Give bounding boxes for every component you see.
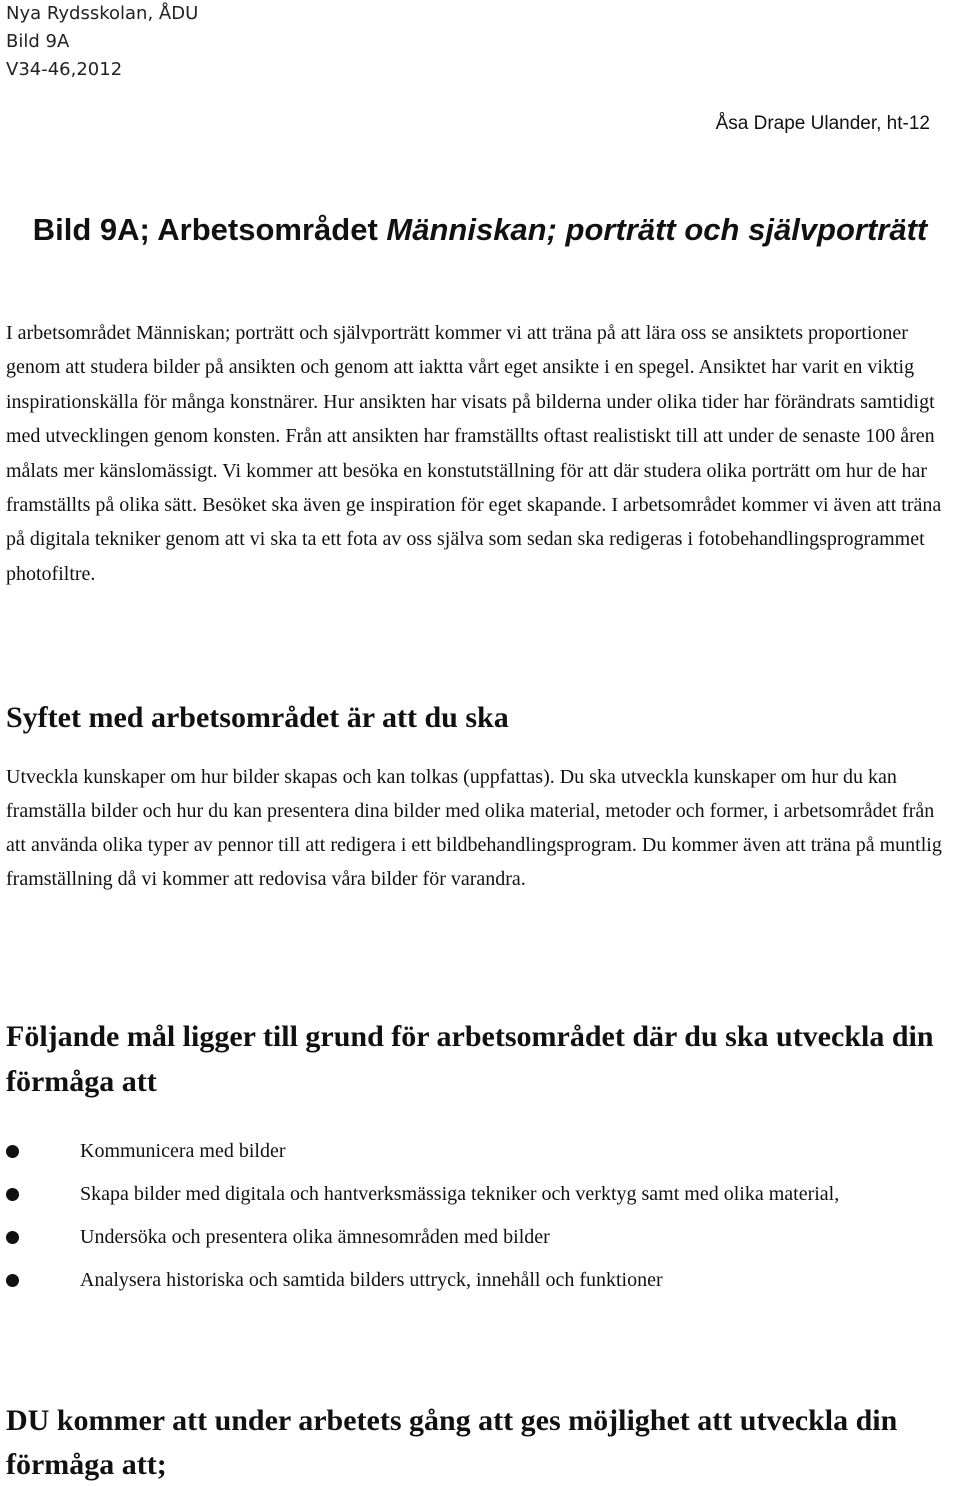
course-name: Bild 9A xyxy=(6,31,70,52)
goals-list xyxy=(0,1134,960,1306)
goal-text: Kommunicera med bilder xyxy=(80,1140,286,1162)
purpose-heading: Syftet med arbetsområdet är att du ska xyxy=(6,701,509,734)
goal-item xyxy=(0,1134,940,1169)
school-name: Nya Rydsskolan, ÅDU xyxy=(6,3,199,24)
goal-text: Undersöka och presentera olika ämnesområden med bilder xyxy=(80,1226,550,1248)
bullet-icon xyxy=(6,1231,19,1244)
bullet-icon xyxy=(6,1145,19,1158)
purpose-paragraph: Utveckla kunskaper om hur bilder skapas och kan tolkas (uppfattas). Du ska utveckla kunskaper om hur du kan framställa bilder och hur du kan presentera dina bilder med olika material, metoder och former, i arbetsområdet från att använda olika typer av pennor till att redigera i ett bildbehandlingsprogram. Du kommer även att träna på muntlig framställning då vi kommer att redovisa våra bilder för varandra. xyxy=(6,766,942,890)
intro-paragraph: I arbetsområdet Människan; porträtt och självporträtt kommer vi att träna på att lära oss se ansiktets proportioner genom att studera bilder på ansikten och genom att iaktta vårt eget ansikte i en spegel. Ansiktet har varit en viktig inspirationskälla för många konstnärer. Hur ansikten har visats på bilderna under olika tider har förändrats samtidigt med utvecklingen genom konsten. Från att ansikten har framställts oftast realistiskt till att under de senaste 100 åren målats mer känslomässigt. Vi kommer att besöka en konstutställning för att där studera olika porträtt om hur de har framställts på olika sätt. Besöket ska även ge inspiration för eget skapande. I arbetsområdet kommer vi även att träna på digitala tekniker genom att vi ska ta ett fota av oss själva som sedan ska redigeras i fotobehandlingsprogrammet photofiltre. xyxy=(6,322,942,585)
bullet-icon xyxy=(6,1188,19,1201)
goal-text: Analysera historiska och samtida bilders uttryck, innehåll och funktioner xyxy=(80,1269,663,1291)
author-line: Åsa Drape Ulander, ht-12 xyxy=(715,113,930,134)
goal-text: Skapa bilder med digitala och hantverksmässiga tekniker och verktyg samt med olika material, xyxy=(80,1183,840,1205)
title-italic: Människan; porträtt och självporträtt xyxy=(386,212,928,247)
period: V34-46,2012 xyxy=(6,59,123,80)
bullet-icon xyxy=(6,1274,19,1287)
goal-item xyxy=(0,1177,940,1212)
goals-heading: Följande mål ligger till grund för arbetsområdet där du ska utveckla din förmåga att xyxy=(6,1020,934,1098)
ability-heading: DU kommer att under arbetets gång att ges möjlighet att utveckla din förmåga att; xyxy=(6,1404,898,1481)
title-prefix: Bild 9A; Arbetsområdet xyxy=(32,212,387,247)
document-header xyxy=(6,0,198,84)
goal-item xyxy=(0,1220,940,1255)
goal-item xyxy=(0,1263,940,1298)
document-title xyxy=(0,208,960,252)
